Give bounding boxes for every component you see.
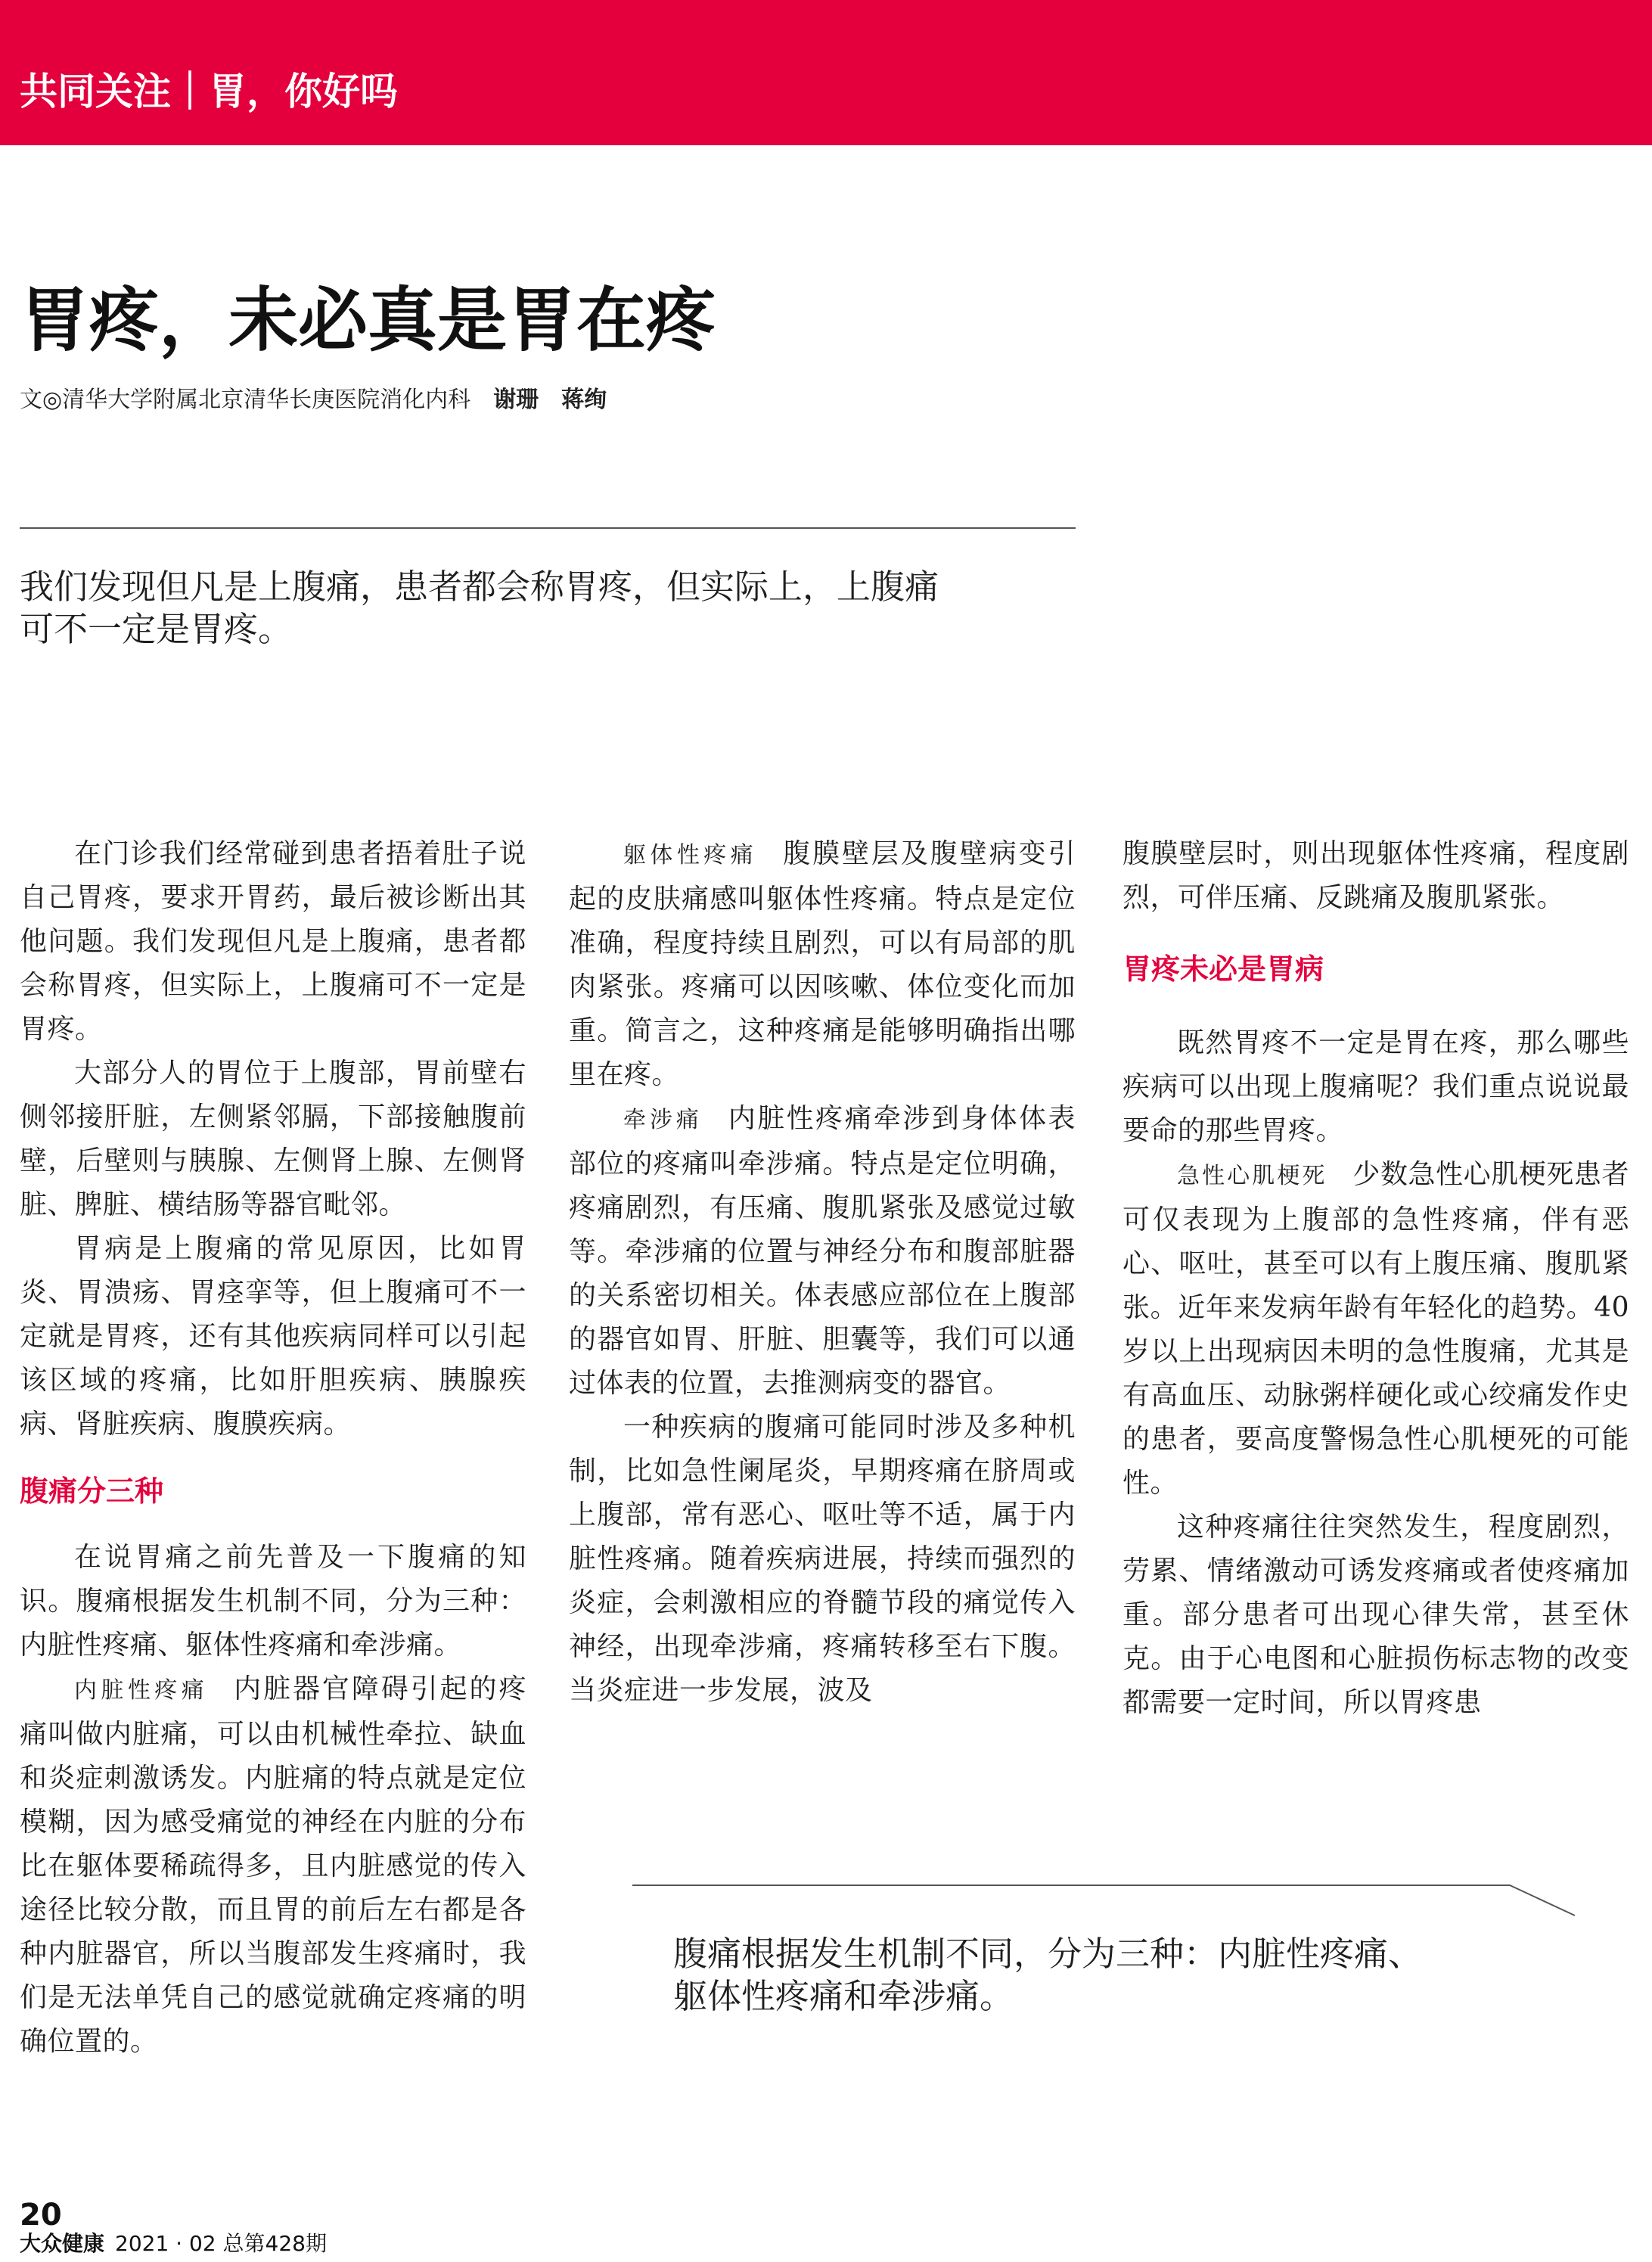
paragraph [20,1667,526,2064]
byline-affiliation: 文◎清华大学附属北京清华长庚医院消化内科 [20,387,471,413]
paragraph: 在说胃痛之前先普及一下腹痛的知识。腹痛根据发生机制不同，分为三种：内脏性疼痛、躯体性疼痛和牵涉痛。 [20,1542,526,1661]
term-lead: 躯体性疼痛 [623,842,758,868]
pullquote-bottom [673,1933,1422,2018]
pullquote-top-line: 我们发现但凡是上腹痛，患者都会称胃疼，但实际上，上腹痛 [20,567,939,607]
pullquote-top [20,566,939,651]
paragraph: 既然胃疼不一定是胃在疼，那么哪些疾病可以出现上腹痛呢？我们重点说说最要命的那些胃疼。 [1123,1027,1629,1146]
term-lead: 牵涉痛 [623,1107,703,1133]
magazine-info [20,2233,327,2254]
magazine-name: 大众健康 [20,2231,105,2256]
pullquote-top-line: 可不一定是胃疼。 [20,609,293,649]
paragraph-text: 腹膜壁层及腹壁病变引起的皮肤痛感叫躯体性疼痛。特点是定位准确，程度持续且剧烈，可以有局部的肌肉紧张。疼痛可以因咳嗽、体位变化而加重。简言之，这种疼痛是能够明确指出哪里在疼。 [569,838,1076,1090]
pullquote-bottom-rule [632,1876,1578,1922]
pullquote-top-rule [20,527,1076,529]
term-lead: 内脏性疼痛 [74,1677,209,1704]
page-footer [20,2200,327,2254]
section-heading: 腹痛分三种 [20,1474,164,1508]
paragraph: 在门诊我们经常碰到患者捂着肚子说自己胃疼，要求开胃药，最后被诊断出其他问题。我们发现但凡是上腹痛，患者都会称胃疼，但实际上，上腹痛可不一定是胃疼。 [20,838,526,1045]
paragraph-text: 内脏性疼痛牵涉到身体体表部位的疼痛叫牵涉痛。特点是定位明确，疼痛剧烈，有压痛、腹肌紧张及感觉过敏等。牵涉痛的位置与神经分布和腹部脏器的关系密切相关。体表感应部位在上腹部的器官如胃、肝脏、胆囊等，我们可以通过体表的位置，去推测病变的器官。 [569,1103,1076,1399]
paragraph-text: 内脏器官障碍引起的疼痛叫做内脏痛，可以由机械性牵拉、缺血和炎症刺激诱发。内脏痛的特点就是定位模糊，因为感受痛觉的神经在内脏的分布比在躯体要稀疏得多，且内脏感觉的传入途径比较分散，而且胃的前后左右都是各种内脏器官，所以当腹部发生疼痛时，我们是无法单凭自己的感觉就确定疼痛的明确位置的。 [20,1673,526,2057]
paragraph [1123,1153,1629,1505]
byline [20,381,607,414]
paragraph: 腹膜壁层时，则出现躯体性疼痛，程度剧烈，可伴压痛、反跳痛及腹肌紧张。 [1123,838,1629,913]
column-1 [20,832,526,2064]
paragraph [569,832,1076,1097]
issue-info: 2021 · 02 总第428期 [115,2231,327,2256]
pullquote-bottom-line: 躯体性疼痛和牵涉痛。 [673,1976,1014,2016]
paragraph: 这种疼痛往往突然发生，程度剧烈，劳累、情绪激动可诱发疼痛或者使疼痛加重。部分患者可出现心律失常，甚至休克。由于心电图和心脏损伤标志物的改变都需要一定时间，所以胃疼患 [1123,1512,1629,1718]
byline-authors: 谢珊 蒋绚 [493,387,607,413]
page-number: 20 [20,2198,62,2232]
section-banner [0,0,1652,145]
term-lead: 急性心肌梗死 [1177,1163,1328,1189]
paragraph-text: 少数急性心肌梗死患者可仅表现为上腹部的急性疼痛，伴有恶心、呕吐，甚至可以有上腹压痛、腹肌紧张。近年来发病年龄有年轻化的趋势。40岁以上出现病因未明的急性腹痛，尤其是有高血压、动脉粥样硬化或心绞痛发作史的患者，要高度警惕急性心肌梗死的可能性。 [1123,1159,1629,1499]
article-title: 胃疼，未必真是胃在疼 [20,280,716,361]
paragraph [569,1097,1076,1406]
paragraph: 一种疾病的腹痛可能同时涉及多种机制，比如急性阑尾炎，早期疼痛在脐周或上腹部，常有恶心、呕吐等不适，属于内脏性疼痛。随着疾病进展，持续而强烈的炎症，会刺激相应的脊髓节段的痛觉传入神经，出现牵涉痛，疼痛转移至右下腹。当炎症进一步发展，波及 [569,1412,1076,1706]
section-heading: 胃疼未必是胃病 [1123,952,1324,986]
column-2 [569,832,1076,1713]
column-3 [1123,832,1629,1725]
paragraph: 胃病是上腹痛的常见原因，比如胃炎、胃溃疡、胃痉挛等，但上腹痛可不一定就是胃疼，还有其他疾病同样可以引起该区域的疼痛，比如肝胆疾病、胰腺疾病、肾脏疾病、腹膜疾病。 [20,1233,526,1440]
paragraph: 大部分人的胃位于上腹部，胃前壁右侧邻接肝脏，左侧紧邻膈，下部接触腹前壁，后壁则与胰腺、左侧肾上腺、左侧肾脏、脾脏、横结肠等器官毗邻。 [20,1058,526,1220]
pullquote-bottom-line: 腹痛根据发生机制不同，分为三种：内脏性疼痛、 [673,1934,1423,1974]
section-label: 共同关注｜胃，你好吗 [20,70,398,113]
